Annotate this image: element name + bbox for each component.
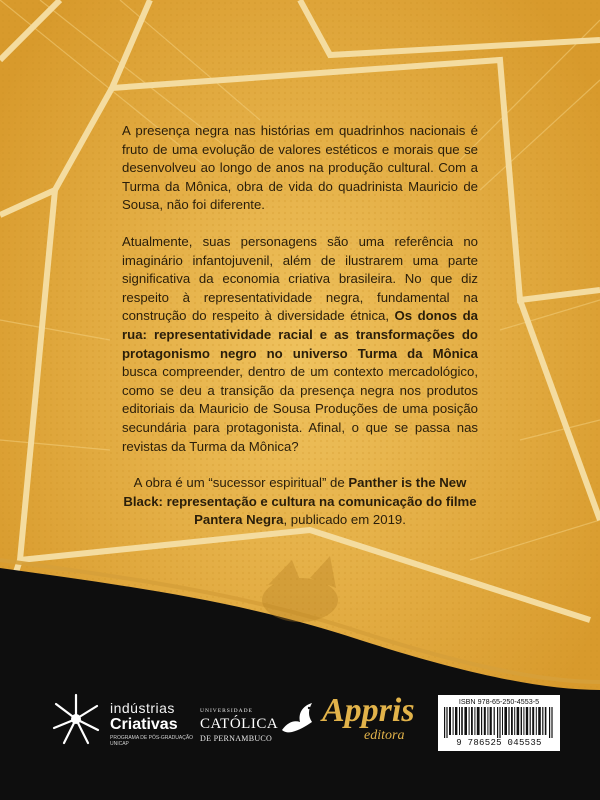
barcode-icon [444,707,554,738]
paragraph-2 [122,233,478,456]
unicap-line-1: UNIVERSIDADE [200,708,253,714]
paragraph-2-text-b: busca compreender, dentro de um contexto mercadológico, como se deu a transição da presença negra nos produtos editoriais da Mauricio de Sousa Produções de uma posição secundária para protagonista. Afinal, o que se passa nas revistas da Turma da Mônica? [122,364,478,454]
starburst-icon [50,692,102,746]
isbn-barcode-box [438,695,560,751]
unicap-line-3: DE PERNAMBUCO [200,734,273,743]
paragraph-3-text-a: A obra é um “sucessor espiritual” de [133,475,349,491]
back-cover-text [122,122,478,548]
paragraph-1 [122,122,478,215]
logo-line-industrias: indústrias [110,700,175,716]
appris-editora: editora [364,728,405,743]
isbn-number: ISBN 978-65-250-4553-5 [458,697,540,706]
paragraph-3 [122,474,478,530]
book-title-bold: Os donos da rua: representatividade racial e as transformações do protagonismo negro no universo Turma da Mônica [122,308,478,361]
paragraph-3-text-b: , publicado em 2019. [283,512,406,528]
paragraph-2-text-a: Atualmente, suas personagens são uma referência no imaginário infantojuvenil, além de ilustrarem uma parte significativa da economia criativa brasileira. No que diz respeito à representatividade negra, fundamental na construção do respeito à diversidade étnica, [122,233,478,324]
paragraph-1-text: A presença negra nas histórias em quadrinhos nacionais é fruto de uma evolução de valores estéticos e morais que se desenvolveu ao longo de anos na produção cultural. Com a Turma da Mônica, obra de vida do quadrinista Mauricio de Sousa, não foi diferente. [122,123,478,213]
logo-line-program: PROGRAMA DE PÓS-GRADUAÇÃO UNICAP [110,735,194,747]
unicap-line-2: CATÓLICA [200,716,279,732]
logo-line-criativas: Criativas [110,716,178,733]
barcode-digits: 9 786525 045535 [456,738,542,748]
previous-book-title-bold: Panther is the New Black: representação e cultura na comunicação do filme Pantera Negra [123,475,477,528]
industrias-criativas-logo [50,690,200,750]
dove-icon [278,700,318,740]
appris-logo [322,692,422,748]
appris-name: Appris [322,692,415,729]
